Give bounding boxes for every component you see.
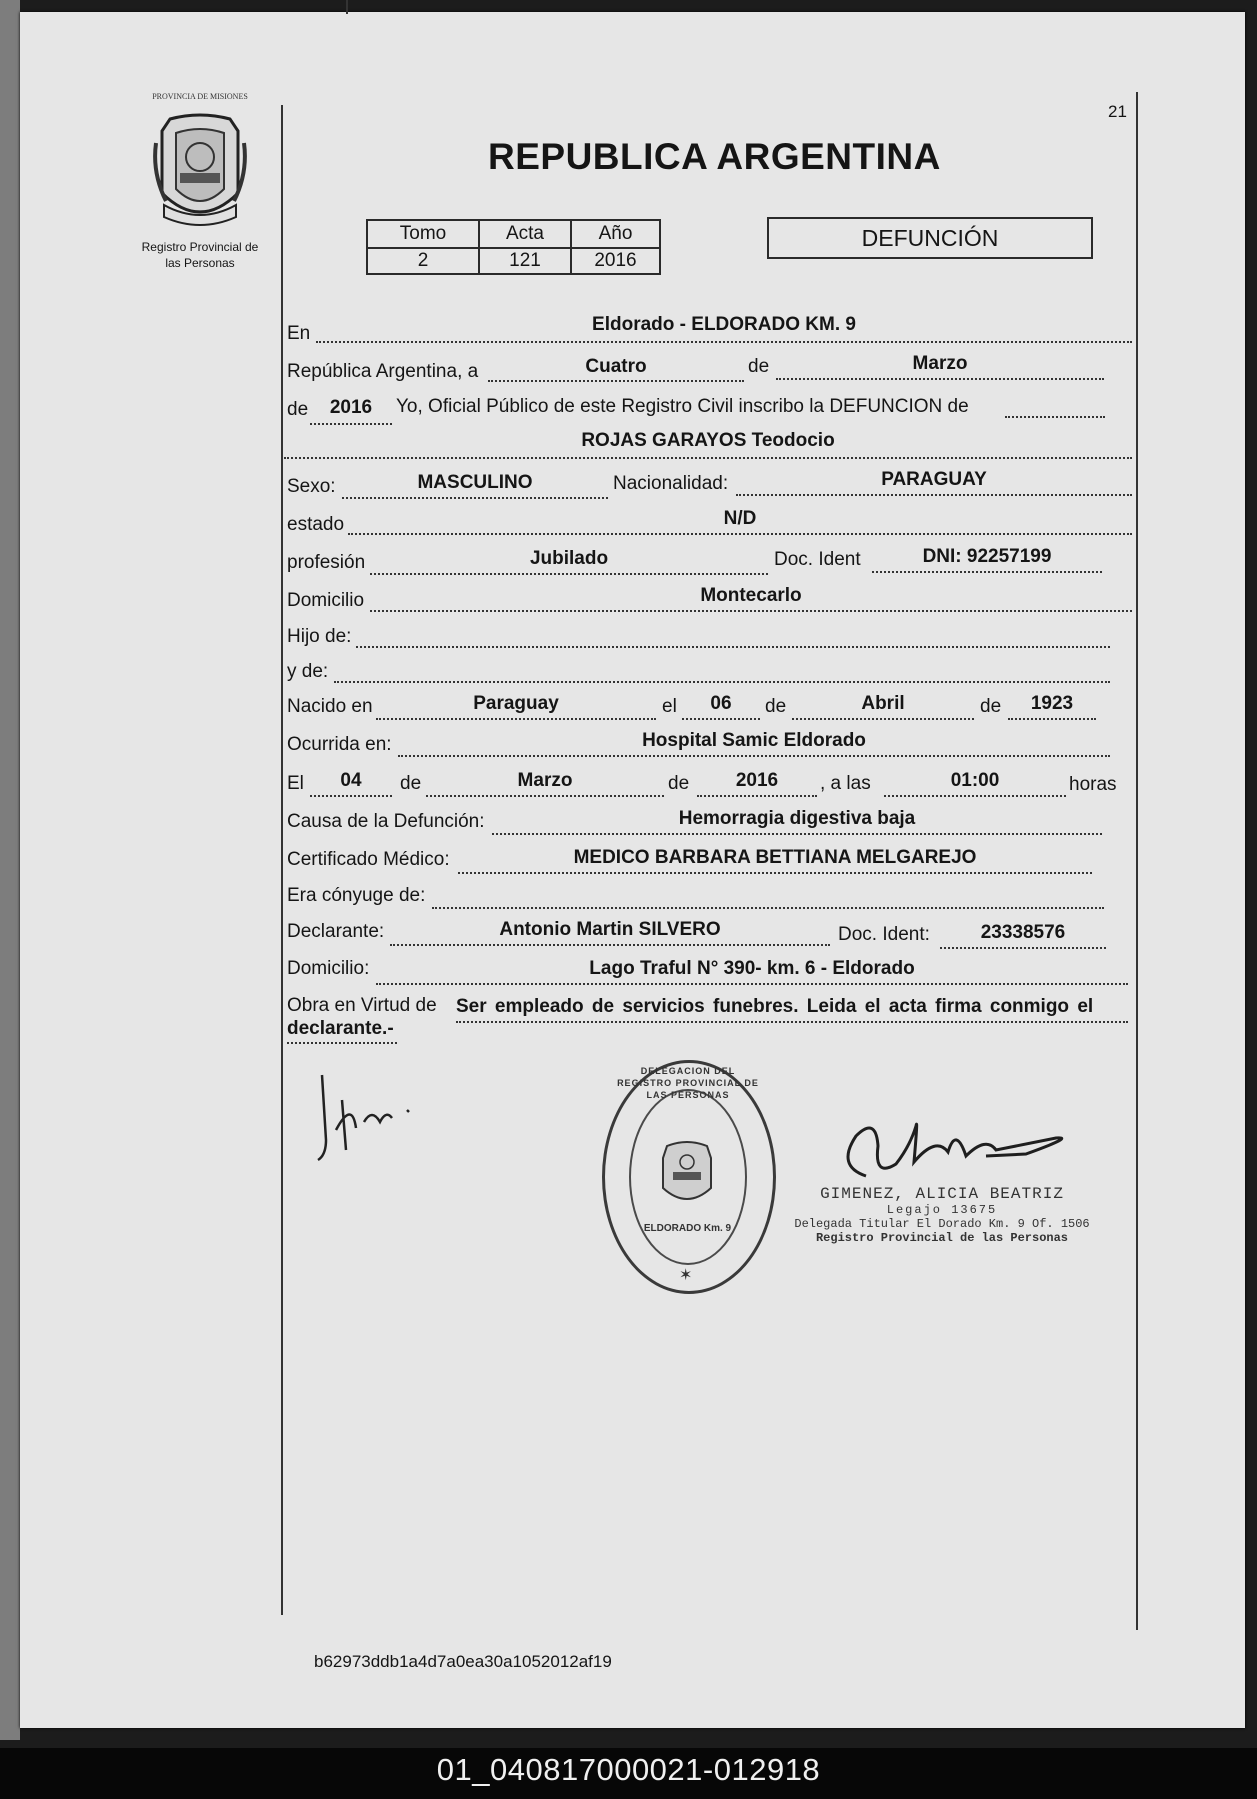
dots-nacido-anio xyxy=(1008,718,1096,720)
value-sexo: MASCULINO xyxy=(417,472,533,493)
value-nacionalidad: PARAGUAY xyxy=(881,469,987,490)
dots-obra-1 xyxy=(456,1021,1128,1023)
value-defuncion-dia: 04 xyxy=(340,770,362,791)
value-defuncion-mes: Marzo xyxy=(517,770,573,791)
value-hora: 01:00 xyxy=(950,770,1000,791)
value-nacido-mes: Abril xyxy=(861,693,905,714)
dots-conyuge xyxy=(432,907,1104,909)
registry-name-line2: las Personas xyxy=(165,256,235,270)
table-value-anio: 2016 xyxy=(571,248,660,274)
table-header-tomo: Tomo xyxy=(367,220,479,248)
dots-nacido-lugar xyxy=(376,718,656,720)
value-estado: N/D xyxy=(723,508,757,529)
value-defuncion-anio: 2016 xyxy=(735,770,779,791)
record-table xyxy=(366,219,661,275)
value-declarante-doc: 23338576 xyxy=(980,922,1066,943)
stamp-ring-text: DELEGACION DEL REGISTRO PROVINCIAL DE LAS PERSONAS xyxy=(617,1066,759,1100)
stamp-emblem-icon xyxy=(657,1138,717,1208)
official-name: GIMENEZ, ALICIA BEATRIZ xyxy=(820,1185,1064,1203)
left-margin-line xyxy=(281,105,283,1615)
dots-anio xyxy=(310,423,392,425)
document-hash: b62973ddb1a4d7a0ea30a1052012af19 xyxy=(314,1652,612,1671)
value-nombre: ROJAS GARAYOS Teodocio xyxy=(581,430,835,451)
label-conyuge: Era cónyuge de: xyxy=(287,885,426,906)
label-de-4: de xyxy=(980,696,1002,717)
dots-nacido-dia xyxy=(682,718,760,720)
page-number: 21 xyxy=(1108,102,1127,121)
official-stamp xyxy=(602,1060,776,1294)
label-oficial: Yo, Oficial Público de este Registro Civil inscribo la DEFUNCION de xyxy=(396,396,969,417)
label-de-3: de xyxy=(765,696,787,717)
label-causa: Causa de la Defunción: xyxy=(287,811,485,832)
label-republica: República Argentina, a xyxy=(287,361,479,382)
dots-y-de xyxy=(334,681,1110,683)
label-el: el xyxy=(662,696,677,717)
dots-doc-ident xyxy=(872,571,1102,573)
value-declarante: Antonio Martin SILVERO xyxy=(499,919,721,940)
label-horas: horas xyxy=(1069,774,1117,795)
dots-declarante-domicilio xyxy=(376,983,1128,985)
label-hijo-de: Hijo de: xyxy=(287,626,352,647)
value-doc-ident: DNI: 92257199 xyxy=(922,546,1052,567)
label-estado: estado xyxy=(287,514,345,535)
label-de-6: de xyxy=(668,773,690,794)
dots-oficial-end xyxy=(1005,416,1105,418)
label-el-2: El xyxy=(287,773,304,794)
dots-ocurrida-en xyxy=(398,755,1110,757)
dots-certificado xyxy=(458,872,1092,874)
declarant-signature xyxy=(312,1070,422,1170)
dots-hora xyxy=(884,795,1066,797)
label-y-de: y de: xyxy=(287,661,329,682)
label-domicilio: Domicilio xyxy=(287,590,365,611)
stamp-inner-text: ELDORADO Km. 9 xyxy=(643,1223,732,1234)
scan-left-edge xyxy=(0,0,20,1740)
table-header-anio: Año xyxy=(571,220,660,248)
dots-mes xyxy=(776,378,1104,380)
value-declarante-domicilio: Lago Traful N° 390- km. 6 - Eldorado xyxy=(589,958,915,979)
label-nacionalidad: Nacionalidad: xyxy=(613,473,729,494)
table-header-acta: Acta xyxy=(479,220,571,248)
dots-causa xyxy=(492,833,1102,835)
dots-sexo xyxy=(342,497,608,499)
official-signature xyxy=(826,1106,1088,1196)
dots-nacido-mes xyxy=(792,718,974,720)
seal-text: PROVINCIA DE MISIONES xyxy=(152,92,248,101)
value-nacido-anio: 1923 xyxy=(1030,693,1074,714)
label-obra: Obra en Virtud de xyxy=(287,995,437,1016)
label-profesion: profesión xyxy=(287,552,366,573)
value-obra-line1: Ser empleado de servicios funebres. Leida el acta firma conmigo el xyxy=(456,996,1094,1017)
value-ocurrida-en: Hospital Samic Eldorado xyxy=(642,730,866,751)
label-en: En xyxy=(287,323,311,344)
dots-nacionalidad xyxy=(736,494,1132,496)
scan-code: 01_040817000021-012918 xyxy=(436,1752,821,1787)
value-domicilio: Montecarlo xyxy=(700,585,802,606)
dots-domicilio xyxy=(370,610,1132,612)
right-margin-line xyxy=(1136,92,1138,1630)
dots-defuncion-mes xyxy=(426,795,664,797)
record-type-box: DEFUNCIÓN xyxy=(767,217,1093,259)
registry-name xyxy=(120,239,280,271)
label-certificado: Certificado Médico: xyxy=(287,849,450,870)
label-sexo: Sexo: xyxy=(287,476,336,497)
value-profesion: Jubilado xyxy=(529,548,609,569)
dots-declarante-doc xyxy=(940,947,1106,949)
value-dia: Cuatro xyxy=(585,356,647,377)
value-obra-line2: declarante.- xyxy=(287,1018,394,1039)
value-certificado: MEDICO BARBARA BETTIANA MELGAREJO xyxy=(573,847,977,868)
label-de-2: de xyxy=(287,399,309,420)
registry-seal-icon xyxy=(150,113,250,227)
label-a-las: , a las xyxy=(820,773,871,794)
label-declarante: Declarante: xyxy=(287,921,385,942)
value-lugar: Eldorado - ELDORADO KM. 9 xyxy=(592,314,856,335)
dots-nombre xyxy=(284,457,1132,459)
official-stamp-text xyxy=(792,1185,1092,1245)
dots-obra-2 xyxy=(287,1042,397,1044)
value-nacido-lugar: Paraguay xyxy=(473,693,559,714)
stamp-star-icon: ✶ xyxy=(679,1267,693,1284)
dots-declarante xyxy=(390,944,830,946)
official-cargo: Delegada Titular El Dorado Km. 9 Of. 1506 xyxy=(794,1217,1090,1231)
label-de-5: de xyxy=(400,773,422,794)
value-nacido-dia: 06 xyxy=(710,693,732,714)
registry-name-line1: Registro Provincial de xyxy=(141,240,259,254)
value-causa: Hemorragia digestiva baja xyxy=(678,808,916,829)
top-edge-mark xyxy=(346,0,348,14)
label-doc-ident-2: Doc. Ident: xyxy=(838,924,930,945)
dots-lugar xyxy=(316,341,1132,343)
dots-defuncion-dia xyxy=(310,795,392,797)
table-value-tomo: 2 xyxy=(367,248,479,274)
label-domicilio-2: Domicilio: xyxy=(287,958,370,979)
label-ocurrida-en: Ocurrida en: xyxy=(287,734,392,755)
table-value-acta: 121 xyxy=(479,248,571,274)
dots-dia xyxy=(488,380,744,382)
official-registro: Registro Provincial de las Personas xyxy=(815,1231,1069,1245)
dots-estado xyxy=(348,533,1132,535)
value-mes: Marzo xyxy=(912,353,968,374)
dots-hijo-de xyxy=(356,646,1110,648)
label-nacido-en: Nacido en xyxy=(287,696,373,717)
dots-profesion xyxy=(370,573,768,575)
label-doc-ident: Doc. Ident xyxy=(774,549,861,570)
page-title: REPUBLICA ARGENTINA xyxy=(488,136,941,177)
label-de-1: de xyxy=(748,356,770,377)
value-anio: 2016 xyxy=(329,397,373,418)
official-legajo: Legajo 13675 xyxy=(886,1203,998,1217)
dots-defuncion-anio xyxy=(697,795,817,797)
